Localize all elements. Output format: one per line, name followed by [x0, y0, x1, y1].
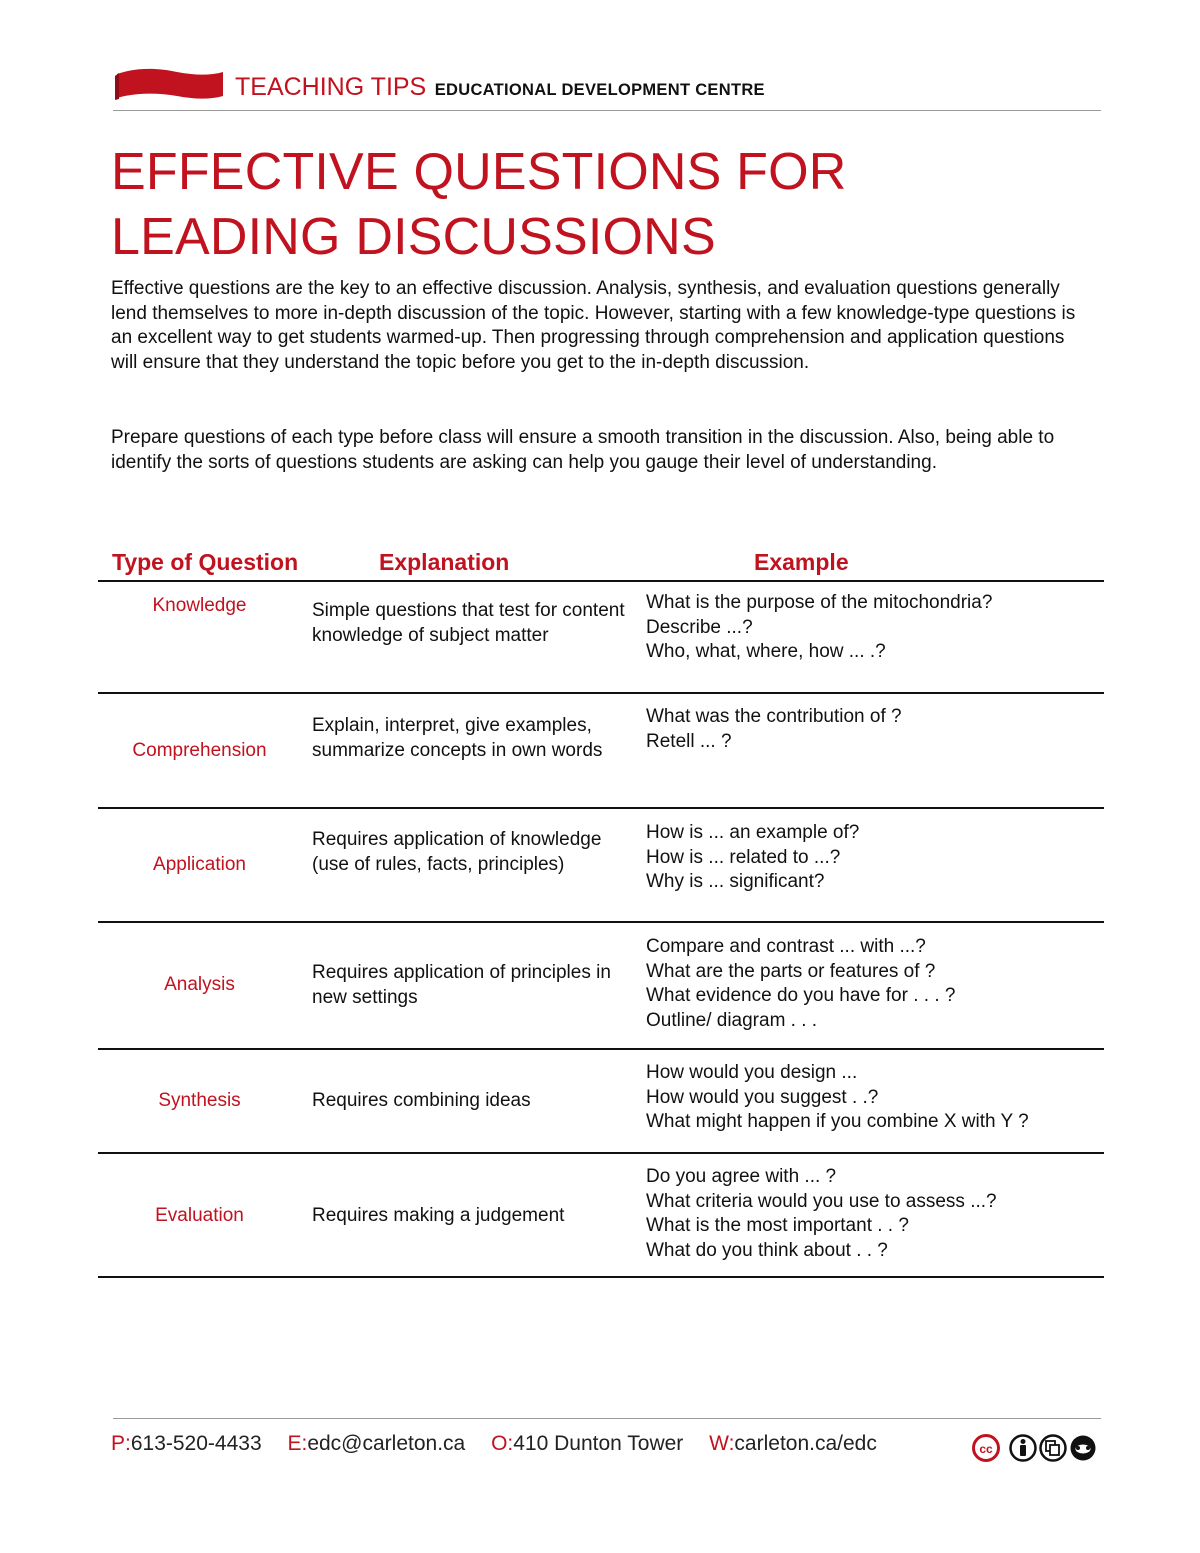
footer-contact [111, 1432, 897, 1456]
website-link[interactable]: carleton.ca/edc [734, 1432, 877, 1455]
brand-label: TEACHING TIPS [235, 73, 427, 101]
intro-paragraph-2: Prepare questions of each type before class will ensure a smooth transition in the discussion. Also, being able to identify the sorts of questions students are asking can help you gauge their level of understanding. [111, 427, 1055, 473]
example-line: Do you agree with ... ? [646, 1166, 837, 1187]
email-label: E: [287, 1432, 308, 1455]
example-line: How would you design ... [646, 1062, 858, 1083]
example-line: What was the contribution of ? [646, 706, 902, 727]
question-explanation: Requires combining ideas [312, 1090, 531, 1111]
table-row [98, 809, 1104, 923]
table-row [98, 1154, 1104, 1278]
question-type: Application [153, 854, 246, 875]
page-title [111, 140, 847, 270]
red-ribbon-banner-icon [113, 68, 225, 102]
office-location: 410 Dunton Tower [513, 1432, 684, 1455]
example-line: How is ... an example of? [646, 822, 860, 843]
question-explanation: Requires application of principles in new settings [312, 962, 611, 1008]
phone-number: 613-520-4433 [130, 1432, 262, 1455]
example-line: Describe ...? [646, 616, 753, 638]
question-type: Evaluation [155, 1205, 244, 1226]
example-line: Retell ... ? [646, 730, 732, 752]
question-examples [646, 705, 1104, 754]
department-label: EDUCATIONAL DEVELOPMENT CENTRE [434, 81, 765, 99]
nd-icon [1041, 1436, 1066, 1461]
page-title-line-2: LEADING DISCUSSIONS [111, 208, 716, 266]
example-line: Why is ... significant? [646, 871, 825, 893]
header-divider [113, 110, 1101, 111]
creative-commons-license-icons [972, 1433, 1100, 1463]
example-line: How would you suggest . .? [646, 1086, 879, 1108]
example-line: Outline/ diagram . . . [646, 1009, 818, 1031]
example-line: Compare and contrast ... with ...? [646, 936, 926, 957]
table-row [98, 580, 1104, 694]
question-examples [646, 591, 1104, 665]
phone-label: P: [111, 1432, 131, 1455]
by-icon [1011, 1436, 1036, 1461]
example-line: What criteria would you use to assess ...? [646, 1190, 997, 1212]
column-header-explanation: Explanation [379, 549, 510, 575]
table-row [98, 923, 1104, 1050]
column-header-example: Example [754, 549, 849, 575]
example-line: What evidence do you have for . . . ? [646, 985, 956, 1007]
question-type: Synthesis [158, 1090, 241, 1111]
example-line: How is ... related to ...? [646, 846, 841, 868]
example-line: What might happen if you combine X with Y ? [646, 1111, 1029, 1133]
nc-icon [1071, 1436, 1096, 1461]
question-examples [646, 1061, 1104, 1135]
example-line: What are the parts or features of ? [646, 960, 936, 982]
page-header [113, 68, 1101, 112]
example-line: What is the most important . . ? [646, 1215, 909, 1237]
cc-icon [974, 1436, 999, 1461]
web-label: W: [709, 1432, 735, 1455]
example-line: What do you think about . . ? [646, 1239, 888, 1261]
table-row [98, 694, 1104, 809]
email-link[interactable]: edc@carleton.ca [307, 1432, 466, 1455]
column-header-type: Type of Question [112, 549, 299, 575]
svg-text:cc: cc [979, 1442, 993, 1456]
question-explanation: Explain, interpret, give examples, summarize concepts in own words [312, 715, 603, 761]
page-title-line-1: EFFECTIVE QUESTIONS FOR [111, 143, 847, 201]
example-line: Who, what, where, how ... .? [646, 641, 886, 663]
question-explanation: Simple questions that test for content knowledge of subject matter [312, 600, 625, 646]
example-line: What is the purpose of the mitochondria? [646, 592, 993, 613]
question-explanation: Requires application of knowledge (use of rules, facts, principles) [312, 829, 602, 875]
table-row [98, 1050, 1104, 1154]
office-label: O: [491, 1432, 514, 1455]
table-header [98, 548, 1104, 582]
question-examples [646, 821, 1104, 895]
header-title [235, 73, 765, 102]
question-type: Knowledge [152, 595, 247, 616]
question-type: Analysis [164, 974, 235, 995]
intro-paragraph-1: Effective questions are the key to an effective discussion. Analysis, synthesis, and evaluation questions generally lend themselves to more in-depth discussion of the topic. However, starting with a few knowledge-type questions is an excellent way to get students warmed-up. Then progressing through comprehension and application questions will ensure that they understand the topic before you get to the in-depth discussion. [111, 278, 1076, 374]
footer-divider [113, 1418, 1101, 1419]
question-examples [646, 1165, 1104, 1263]
question-explanation: Requires making a judgement [312, 1205, 565, 1226]
question-examples [646, 935, 1104, 1033]
question-type: Comprehension [132, 740, 267, 761]
